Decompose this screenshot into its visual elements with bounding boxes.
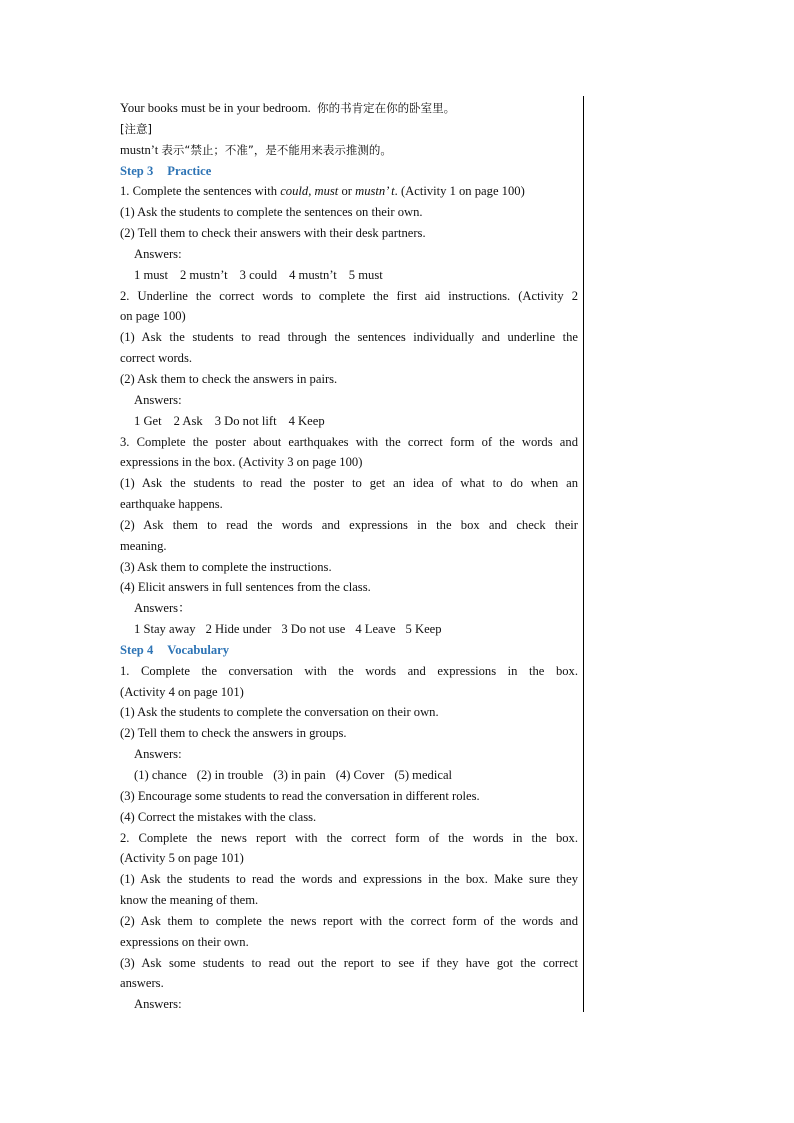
practice-q1: [120, 181, 578, 202]
answers-label-3: Answers：: [134, 601, 191, 616]
q3-step1: (1) Ask the students to read the poster to get an idea of what to do when an: [120, 476, 578, 491]
answer-item: 3 Do not lift: [214, 413, 277, 428]
note-label: [注意]: [120, 121, 152, 136]
answer-item: 1 Get: [134, 413, 162, 428]
note-text: [120, 140, 578, 161]
answer-item: 2 mustn’t: [179, 267, 228, 282]
answers-list-2: [120, 411, 578, 432]
vq1-step4: (4) Correct the mistakes with the class.: [120, 809, 317, 824]
step4-heading: [120, 640, 578, 661]
q2-step1: (1) Ask the students to read through the sentences individually and underline the: [120, 330, 578, 345]
q2-step2: (2) Ask them to check the answers in pairs.: [120, 371, 338, 386]
answers-list-3: [120, 619, 578, 640]
answer-item: 5 Keep: [405, 622, 442, 637]
q3-step1-cont: earthquake happens.: [120, 497, 223, 512]
answer-item: (1) chance: [134, 768, 187, 782]
vq2-step3: (3) Ask some students to read out the report to see if they have got the correct: [120, 955, 578, 970]
vq2-step3-cont: answers.: [120, 976, 164, 991]
q1-activity: . (Activity 1 on page 100): [394, 184, 525, 199]
answer-item: 2 Hide under: [205, 622, 272, 637]
answers-label-2: Answers:: [134, 392, 182, 407]
answer-item: 1 must: [134, 267, 168, 282]
vocab-q1-cont: (Activity 4 on page 101): [120, 684, 244, 699]
table-border-line: [583, 96, 584, 1012]
vocab-q2: 2. Complete the news report with the correct form of the words in the box.: [120, 830, 578, 845]
step4-title: Vocabulary: [167, 642, 230, 657]
q2-step1-cont: correct words.: [120, 351, 193, 366]
answer-item: 5 must: [348, 267, 383, 282]
q3-step2-cont: meaning.: [120, 538, 167, 553]
step3-title: Practice: [167, 163, 212, 178]
answers-list-1: [120, 265, 578, 286]
vocab-q1: 1. Complete the conversation with the words and expressions in the box.: [120, 663, 578, 678]
lesson-content: [120, 98, 578, 1015]
vq1-step2: (2) Tell them to check the answers in groups.: [120, 726, 347, 741]
example-chinese: 你的书肯定在你的卧室里。: [317, 101, 456, 115]
q1-must: must: [314, 184, 339, 199]
example-english: Your books must be in your bedroom.: [120, 101, 311, 115]
vq2-step1: (1) Ask the students to read the words and expressions in the box. Make sure they: [120, 872, 578, 887]
example-sentence: [120, 98, 578, 119]
answer-item: (3) in pain: [273, 768, 326, 782]
answer-item: 1 Stay away: [134, 622, 196, 637]
answers-list-4: [120, 765, 578, 786]
vq1-step3: (3) Encourage some students to read the conversation in different roles.: [120, 788, 480, 803]
practice-q3: 3. Complete the poster about earthquakes with the correct form of the words and: [120, 434, 578, 449]
practice-q3-cont: expressions in the box. (Activity 3 on page 100): [120, 455, 363, 470]
answer-item: 4 Keep: [288, 413, 325, 428]
answer-item: (2) in trouble: [196, 768, 264, 782]
answer-item: (4) Cover: [335, 768, 385, 782]
q3-step2: (2) Ask them to read the words and expressions in the box and check their: [120, 517, 578, 532]
answer-item: 4 Leave: [355, 622, 396, 637]
vq2-step2-cont: expressions on their own.: [120, 934, 249, 949]
q1-step2: (2) Tell them to check their answers with their desk partners.: [120, 226, 426, 241]
q1-could: could: [280, 184, 309, 199]
vq2-step2: (2) Ask them to complete the news report with the correct form of the words and: [120, 913, 578, 928]
step3-heading: [120, 161, 578, 182]
step3-number: Step 3: [120, 163, 154, 178]
step4-number: Step 4: [120, 642, 154, 657]
answers-label-5: Answers:: [134, 997, 182, 1012]
practice-q2-cont: on page 100): [120, 309, 186, 324]
answer-item: 3 could: [239, 267, 278, 282]
q1-comma: ,: [308, 184, 312, 199]
q3-step4: (4) Elicit answers in full sentences from the class.: [120, 580, 371, 595]
vocab-q2-cont: (Activity 5 on page 101): [120, 851, 244, 866]
q3-step3: (3) Ask them to complete the instructions.: [120, 559, 332, 574]
q1-step1: (1) Ask the students to complete the sentences on their own.: [120, 205, 423, 220]
answer-item: 3 Do not use: [281, 622, 346, 637]
q1-text: 1. Complete the sentences with: [120, 184, 278, 199]
vq1-step1: (1) Ask the students to complete the conversation on their own.: [120, 705, 439, 720]
note-explanation: 表示“禁止；不准”，是不能用来表示推测的。: [161, 142, 392, 157]
practice-q2: 2. Underline the correct words to complete the first aid instructions. (Activity 2: [120, 288, 578, 303]
answers-label-1: Answers:: [134, 246, 182, 261]
answers-label-4: Answers:: [134, 747, 182, 762]
answer-item: 4 mustn’t: [289, 267, 337, 282]
note-keyword: mustn’t: [120, 142, 159, 157]
vq2-step1-cont: know the meaning of them.: [120, 893, 259, 908]
q1-or: or: [341, 184, 352, 199]
q1-mustnt: mustn’ t: [355, 184, 395, 199]
answer-item: (5) medical: [394, 768, 453, 782]
answer-item: 2 Ask: [173, 413, 203, 428]
